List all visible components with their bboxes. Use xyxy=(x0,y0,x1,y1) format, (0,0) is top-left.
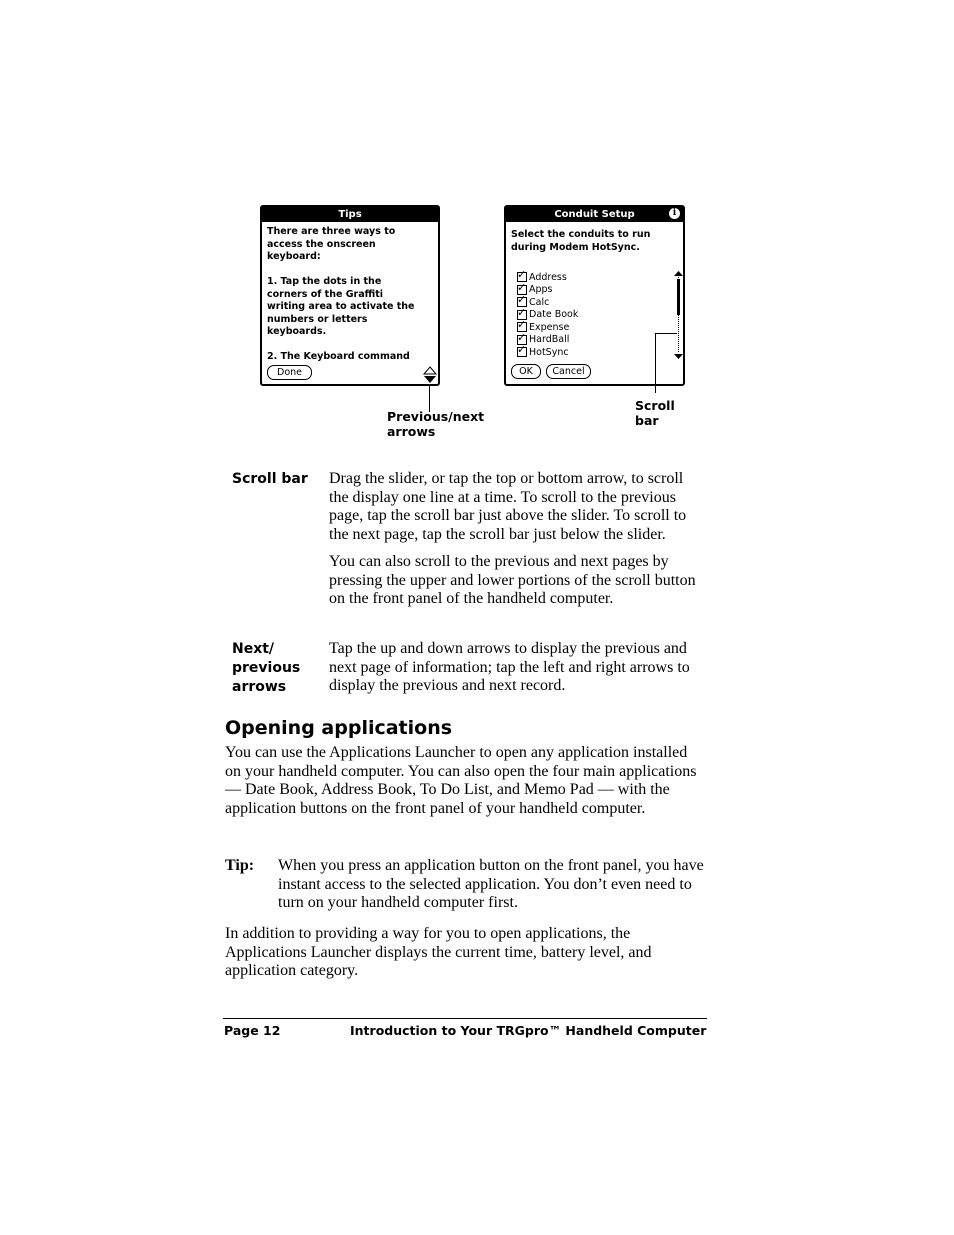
term-text: arrows xyxy=(232,679,287,695)
callout-text: Scroll xyxy=(635,398,675,413)
conduit-label: Date Book xyxy=(529,309,579,321)
conduit-label: Calc xyxy=(529,296,550,308)
scroll-up-arrow-icon xyxy=(674,271,683,276)
tips-line: corners of the Graffiti xyxy=(267,288,384,300)
done-button[interactable]: Done xyxy=(267,365,312,380)
scroll-down-arrow-icon xyxy=(674,354,683,359)
term-text: Scroll bar xyxy=(232,471,308,487)
intro-paragraph: You can use the Applications Launcher to open any application installed on your handheld computer. You can also open the four main applications — Date Book, Address Book, To Do List, and Memo Pad — with the application buttons on the front panel of your handheld computer. xyxy=(225,744,697,818)
conduit-label: Expense xyxy=(529,321,570,333)
scroll-bar-callout-line-h xyxy=(655,333,677,334)
tips-line: 2. The Keyboard command xyxy=(267,351,410,362)
instruction-line: during Modem HotSync. xyxy=(511,241,640,253)
definition-next-previous-arrows xyxy=(329,640,701,696)
tip-text: When you press an application button on the front panel, you have instant access to the selected application. You don’t even need to turn on your handheld computer first. xyxy=(278,857,704,912)
tips-line: numbers or letters xyxy=(267,313,368,325)
conduit-label: HotSync xyxy=(529,346,569,358)
tips-screen xyxy=(260,205,440,386)
page-number: Page 12 xyxy=(224,1023,281,1038)
term-scroll-bar xyxy=(232,470,322,489)
conduit-label: Apps xyxy=(529,284,553,296)
conduit-list xyxy=(517,271,578,359)
footer-rule xyxy=(223,1018,707,1019)
tips-line xyxy=(267,339,435,352)
term-next-previous-arrows xyxy=(232,640,322,697)
section-heading: Opening applications xyxy=(225,717,453,739)
conduit-checkbox-hotsync[interactable] xyxy=(517,346,578,359)
definition-scroll-bar xyxy=(329,470,701,609)
prev-next-callout-line xyxy=(429,384,430,412)
conduit-instructions xyxy=(511,229,650,254)
closing-paragraph: In addition to providing a way for you to open applications, the Applications Launcher displays the current time, battery level, and application category. xyxy=(225,925,652,980)
callout-text: Previous/next xyxy=(387,409,485,424)
conduit-title: Conduit Setup xyxy=(506,207,683,222)
term-text: Next/ xyxy=(232,641,275,657)
info-icon[interactable]: i xyxy=(669,208,680,219)
scroll-slider xyxy=(677,279,680,315)
conduit-label: HardBall xyxy=(529,334,570,346)
conduit-setup-screen xyxy=(504,205,685,386)
tips-line: 1. Tap the dots in the xyxy=(267,276,382,287)
tips-line: writing area to activate the xyxy=(267,301,415,312)
ok-button[interactable]: OK xyxy=(511,364,541,379)
scroll-bar-callout xyxy=(635,398,675,428)
definition-paragraph: Drag the slider, or tap the top or bottom arrow, to scroll the display one line at a time. To scroll to the previous page, tap the scroll bar just above the slider. To scroll to the next page, tap the scroll bar just below the slider. xyxy=(329,470,687,544)
tips-line: access the onscreen xyxy=(267,238,376,250)
definition-paragraph: You can also scroll to the previous and next pages by pressing the upper and lower portions of the scroll button on the front panel of the handheld computer. xyxy=(329,552,696,608)
cancel-button[interactable]: Cancel xyxy=(546,364,591,379)
tips-line: keyboards. xyxy=(267,326,327,337)
checkbox-checked-icon xyxy=(517,347,527,357)
footer-title: Introduction to Your TRGpro™ Handheld Computer xyxy=(350,1023,707,1038)
tip-label: Tip: xyxy=(225,857,255,874)
prev-next-arrows-icon[interactable] xyxy=(423,366,437,384)
scroll-bar[interactable] xyxy=(674,271,683,359)
callout-text: bar xyxy=(635,413,659,428)
instruction-line: Select the conduits to run xyxy=(511,229,651,240)
definition-paragraph: Tap the up and down arrows to display the previous and next page of information; tap the left and right arrows to display the previous and next record. xyxy=(329,640,690,695)
conduit-label: Address xyxy=(529,271,567,283)
term-text: previous xyxy=(232,660,301,676)
callout-text: arrows xyxy=(387,424,436,439)
tips-body xyxy=(267,226,435,364)
tips-line: There are three ways to xyxy=(267,226,396,237)
tips-line xyxy=(267,264,435,277)
prev-next-callout xyxy=(387,409,484,439)
scroll-bar-callout-line-v xyxy=(655,333,656,393)
tips-line: keyboard: xyxy=(267,251,321,262)
tips-title: Tips xyxy=(262,207,438,222)
